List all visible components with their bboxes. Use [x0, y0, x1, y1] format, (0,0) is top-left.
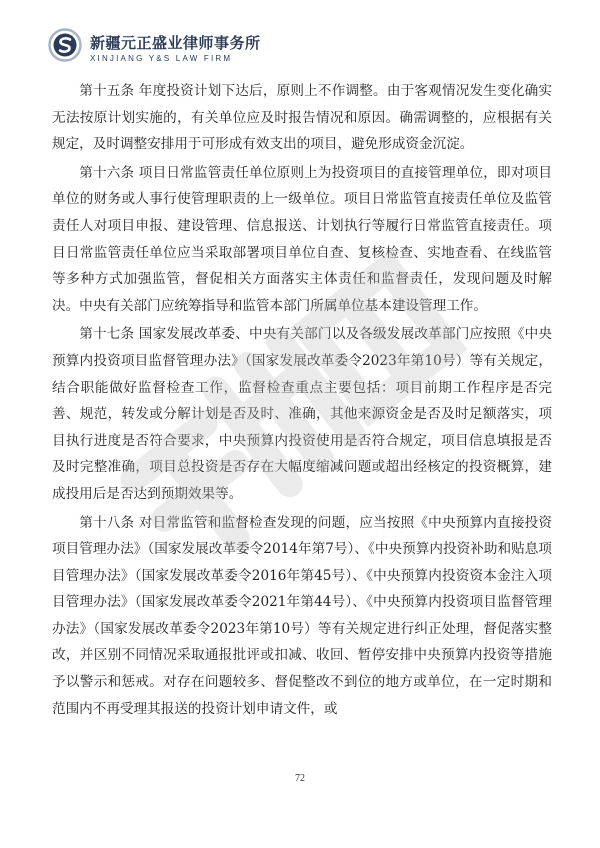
document-body — [52, 78, 552, 724]
article-15-paragraph: 第十五条 年度投资计划下达后，原则上不作调整。由于客观情况发生变化确实无法按原计划实施的，有关单位应及时报告情况和原因。确需调整的，应根据有关规定，及时调整安排用于可形成有效支出的项目，避免形成资金沉淀。 — [52, 83, 552, 153]
article-17-paragraph: 第十七条 国家发展改革委、中央有关部门以及各级发展改革部门应按照《中央预算内投资项目监督管理办法》（国家发展改革委令2023年第10号）等有关规定，结合职能做好监督检查工作，监督检查重点主要包括：项目前期工作程序是否完善、规范，转发或分解计划是否及时、准确，其他来源资金是否及时足额落实，项目执行进度是否符合要求，中央预算内投资使用是否符合规定，项目信息填报是否及时完整准确，项目总投资是否存在大幅度缩减问题或超出经核定的投资概算，建成投用后是否达到预期效果等。 — [52, 326, 552, 502]
firm-logo-icon — [48, 28, 82, 62]
firm-name-english: XINJIANG Y&S LAW FIRM — [90, 54, 233, 63]
article-18-paragraph: 第十八条 对日常监管和监督检查发现的问题，应当按照《中央预算内直接投资项目管理办法》（国家发展改革委令2014年第7号）、《中央预算内投资补助和贴息项目管理办法》（国家发展改革委令2016年第45号）、《中央预算内投资资本金注入项目管理办法》（国家发展改革委令2021年第44号）、《中央预算内投资项目监督管理办法》（国家发展改革委令2023年第10号）等有关规定进行纠正处理，督促落实整改，并区别不同情况采取通报批评或扣减、收回、暂停安排中央预算内投资等措施予以警示和惩戒。对存在问题较多、督促整改不到位的地方或单位，在一定时期和范围内不再受理其报送的投资计划申请文件，或 — [52, 514, 552, 717]
article-16-paragraph: 第十六条 项目日常监管责任单位原则上为投资项目的直接管理单位，即对项目单位的财务或人事行使管理职责的上一级单位。项目日常监管直接责任单位及监管责任人对项目申报、建设管理、信息报送、计划执行等履行日常监管直接责任。项目日常监管责任单位应当采取部署项目单位自查、复核检查、实地查看、在线监管等多种方式加强监管，督促相关方面落实主体责任和监督责任，发现问题及时解决。中央有关部门应统筹指导和监管本部门所属单位基本建设管理工作。 — [52, 164, 552, 314]
firm-name-chinese: 新疆元正盛业律师事务所 — [90, 34, 261, 52]
page-header — [48, 20, 568, 70]
page-number: 72 — [295, 773, 305, 784]
